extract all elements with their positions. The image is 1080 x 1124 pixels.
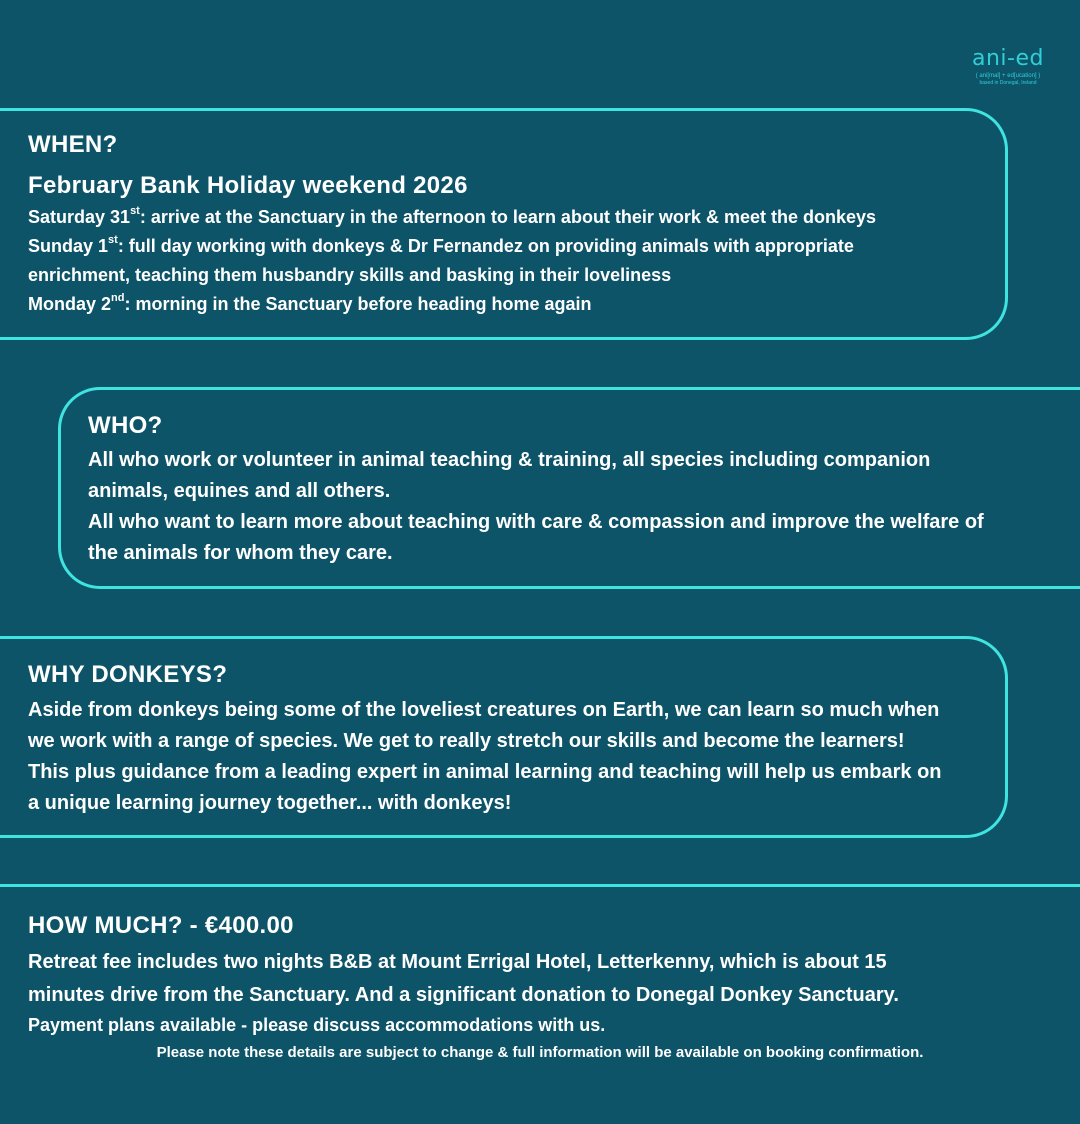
logo-wordmark: ani-ed — [972, 46, 1044, 71]
payment-plans-text: Payment plans available - please discuss accommodations with us. — [28, 1015, 606, 1035]
day3-label: Monday 2 — [28, 294, 112, 314]
disclaimer-note: Please note these details are subject to change & full information will be available on booking confirmation. — [156, 1044, 924, 1061]
who-line: animals, equines and all others. — [88, 480, 391, 502]
day1-suffix: st — [130, 205, 140, 217]
why-line: we work with a range of species. We get to really stretch our skills and become the learners! — [28, 730, 905, 752]
price-detail-line: Retreat fee includes two nights B&B at Mount Errigal Hotel, Letterkenny, which is about 15 — [28, 951, 887, 973]
why-heading: WHY DONKEYS? — [28, 661, 228, 688]
brand-logo — [962, 46, 1054, 87]
logo-tagline: ( ani[mal] + ed[ucation] ) — [975, 73, 1041, 79]
logo-location: based in Donegal, Ireland — [979, 80, 1037, 86]
when-day-saturday — [28, 207, 876, 228]
when-day-sunday — [28, 236, 854, 257]
who-heading: WHO? — [88, 412, 163, 439]
day1-label: Saturday 31 — [28, 207, 131, 227]
day3-suffix: nd — [111, 292, 125, 304]
price-heading: HOW MUCH? - €400.00 — [28, 912, 294, 939]
day1-text: : arrive at the Sanctuary in the afternoon to learn about their work & meet the donkeys — [139, 207, 876, 227]
why-line: Aside from donkeys being some of the loveliest creatures on Earth, we can learn so much when — [28, 699, 940, 721]
price-detail-line: minutes drive from the Sanctuary. And a significant donation to Donegal Donkey Sanctuary. — [28, 984, 899, 1006]
when-heading: WHEN? — [28, 131, 118, 158]
when-day-sunday-continued: enrichment, teaching them husbandry skills and basking in their loveliness — [28, 265, 672, 285]
who-line: All who work or volunteer in animal teaching & training, all species including companion — [88, 449, 931, 471]
day2-text: : full day working with donkeys & Dr Fernandez on providing animals with appropriate — [117, 236, 854, 256]
when-day-monday — [28, 294, 592, 315]
who-line: the animals for whom they care. — [88, 542, 393, 564]
when-subheading: February Bank Holiday weekend 2026 — [28, 172, 468, 199]
why-line: This plus guidance from a leading expert in animal learning and teaching will help us embark on — [28, 761, 942, 783]
day2-label: Sunday 1 — [28, 236, 109, 256]
day2-suffix: st — [108, 234, 118, 246]
who-line: All who want to learn more about teaching with care & compassion and improve the welfare of — [88, 511, 984, 533]
why-line: a unique learning journey together... with donkeys! — [28, 792, 512, 814]
day3-text: : morning in the Sanctuary before heading home again — [124, 294, 592, 314]
